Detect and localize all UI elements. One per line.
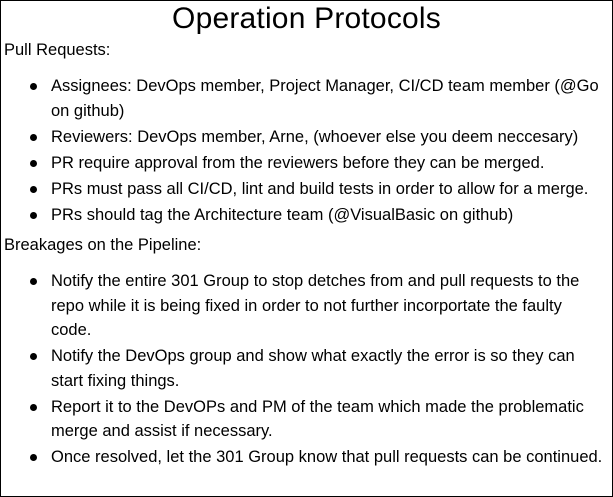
bullet-text: Report it to the DevOPs and PM of the team which made the problematic merge and assist if necessary.	[51, 397, 584, 440]
bullet-dot-icon	[30, 134, 37, 141]
bullet-item	[1, 445, 612, 470]
bullet-list	[1, 74, 612, 227]
bullet-dot-icon	[30, 83, 37, 90]
bullet-text: Once resolved, let the 301 Group know that pull requests can be continued.	[51, 448, 603, 466]
bullet-item	[1, 74, 612, 123]
bullet-text: PRs must pass all CI/CD, lint and build tests in order to allow for a merge.	[51, 179, 589, 198]
bullet-dot-icon	[30, 186, 37, 193]
bullet-item	[1, 344, 612, 393]
section-heading: Pull Requests:	[4, 41, 111, 59]
bullet-item	[1, 269, 612, 343]
bullet-text: PR require approval from the reviewers before they can be merged.	[51, 153, 545, 172]
bullet-item	[1, 203, 612, 228]
section-heading: Breakages on the Pipeline:	[4, 236, 202, 254]
bullet-dot-icon	[30, 404, 37, 411]
bullet-item	[1, 151, 612, 176]
bullet-dot-icon	[30, 212, 37, 219]
bullet-dot-icon	[30, 278, 37, 285]
section-pull-requests	[1, 38, 612, 227]
bullet-text: Notify the entire 301 Group to stop detches from and pull requests to the repo while it is being fixed in order to not further incorportate the faulty code.	[51, 272, 580, 339]
bullet-dot-icon	[30, 160, 37, 167]
section-pipeline-breakages	[1, 233, 612, 470]
bullet-item	[1, 125, 612, 150]
document-title: Operation Protocols	[172, 2, 441, 35]
bullet-item	[1, 177, 612, 202]
bullet-text: Notify the DevOps group and show what exactly the error is so they can start fixing things.	[51, 347, 575, 390]
bullet-list	[1, 269, 612, 470]
bullet-text: Reviewers: DevOps member, Arne, (whoever else you deem neccesary)	[51, 127, 579, 146]
bullet-item	[1, 395, 612, 444]
bullet-text: PRs should tag the Architecture team (@VisualBasic on github)	[51, 205, 514, 224]
bullet-dot-icon	[30, 454, 37, 461]
bullet-text: Assignees: DevOps member, Project Manager, CI/CD team member (@Go on github)	[51, 77, 599, 120]
bullet-dot-icon	[30, 353, 37, 360]
